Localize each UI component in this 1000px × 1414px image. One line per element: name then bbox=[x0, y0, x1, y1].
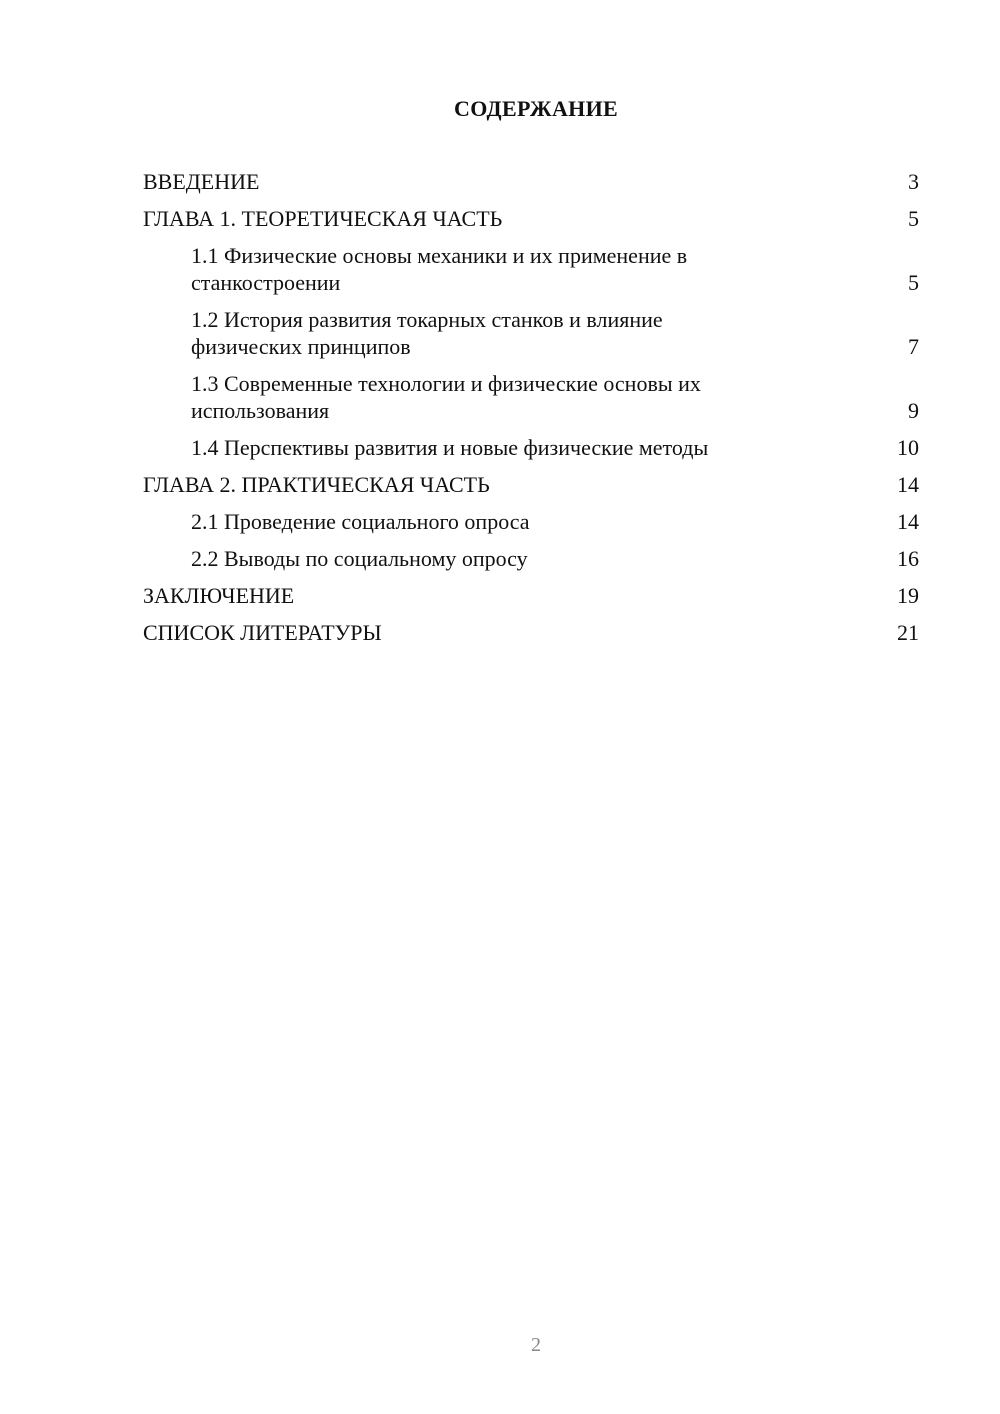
toc-entry-label: ВВЕДЕНИЕ bbox=[143, 169, 260, 194]
toc-entry-label: 1.1 Физические основы механики и их применение в станкостроении bbox=[191, 243, 688, 295]
toc-entry-page: 21 bbox=[897, 620, 919, 645]
toc-entry-introduction[interactable] bbox=[143, 168, 919, 195]
toc-entry-page: 14 bbox=[897, 472, 919, 497]
toc-entry-page: 5 bbox=[908, 206, 919, 231]
page-number: 2 bbox=[531, 1334, 541, 1356]
table-of-contents bbox=[143, 168, 919, 656]
toc-entry-label: 2.2 Выводы по социальному опросу bbox=[191, 546, 528, 571]
toc-entry-page: 9 bbox=[908, 398, 919, 423]
toc-entry-page: 19 bbox=[897, 583, 919, 608]
toc-entry-label: 1.3 Современные технологии и физические основы их использования bbox=[191, 371, 701, 423]
toc-entry-label: ГЛАВА 1. ТЕОРЕТИЧЕСКАЯ ЧАСТЬ bbox=[143, 206, 503, 231]
toc-entry-references[interactable] bbox=[143, 619, 919, 646]
toc-entry-chapter-2[interactable] bbox=[143, 471, 919, 498]
toc-entry-label: 1.4 Перспективы развития и новые физические методы bbox=[191, 435, 709, 460]
toc-entry-section-2-2[interactable] bbox=[143, 545, 919, 572]
toc-entry-label: СПИСОК ЛИТЕРАТУРЫ bbox=[143, 620, 382, 645]
toc-entry-section-1-1[interactable] bbox=[143, 242, 919, 296]
toc-entry-page: 14 bbox=[897, 509, 919, 534]
toc-entry-page: 10 bbox=[897, 435, 919, 460]
toc-entry-label: ЗАКЛЮЧЕНИЕ bbox=[143, 583, 295, 608]
toc-entry-section-1-2[interactable] bbox=[143, 306, 919, 360]
toc-entry-conclusion[interactable] bbox=[143, 582, 919, 609]
toc-entry-label: 1.2 История развития токарных станков и влияние физических принципов bbox=[191, 307, 663, 359]
toc-entry-section-1-3[interactable] bbox=[143, 370, 919, 424]
toc-entry-chapter-1[interactable] bbox=[143, 205, 919, 232]
toc-entry-label: ГЛАВА 2. ПРАКТИЧЕСКАЯ ЧАСТЬ bbox=[143, 472, 490, 497]
toc-entry-section-1-4[interactable] bbox=[143, 434, 919, 461]
toc-entry-label: 2.1 Проведение социального опроса bbox=[191, 509, 530, 534]
toc-entry-page: 16 bbox=[897, 546, 919, 571]
toc-entry-page: 5 bbox=[908, 270, 919, 295]
toc-entry-page: 7 bbox=[908, 334, 919, 359]
toc-entry-section-2-1[interactable] bbox=[143, 508, 919, 535]
toc-entry-page: 3 bbox=[908, 169, 919, 194]
page-title: СОДЕРЖАНИЕ bbox=[454, 96, 618, 121]
